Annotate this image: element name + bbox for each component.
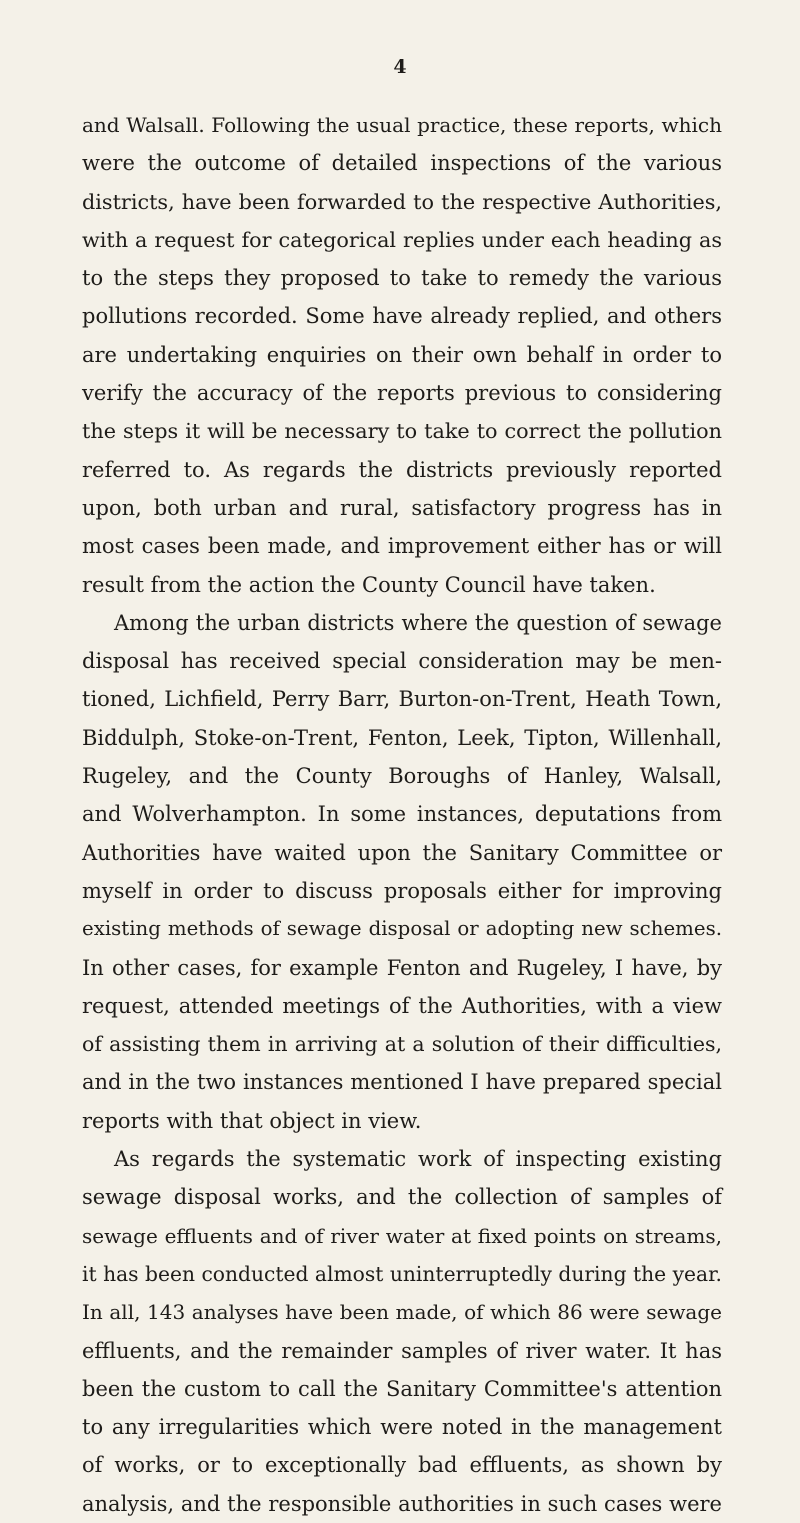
text-line: request, attended meetings of the Authorities, with a view — [82, 993, 722, 1018]
text-line: analysis, and the responsible authorities in such cases were — [82, 1491, 722, 1516]
text-line: districts, have been forwarded to the respective Authorities, — [82, 189, 722, 214]
text-line: it has been conducted almost uninterruptedly during the year. — [82, 1261, 722, 1286]
paragraph-3 — [82, 1140, 722, 1523]
text-line: the steps it will be necessary to take to correct the pollution — [82, 419, 722, 444]
text-line: In other cases, for example Fenton and Rugeley, I have, by — [82, 955, 722, 980]
text-line: Biddulph, Stoke-on-Trent, Fenton, Leek, Tipton, Willenhall, — [82, 725, 722, 750]
page-number: 4 — [393, 56, 407, 78]
text-line: Rugeley, and the County Boroughs of Hanley, Walsall, — [82, 764, 722, 789]
text-line: As regards the systematic work of inspecting existing — [114, 1147, 722, 1172]
text-line: been the custom to call the Sanitary Committee's attention — [82, 1376, 722, 1401]
text-line: result from the action the County Council have taken. — [82, 572, 656, 597]
text-line: are undertaking enquiries on their own behalf in order to — [82, 342, 722, 367]
text-line: to any irregularities which were noted in the management — [82, 1415, 722, 1440]
text-line: Authorities have waited upon the Sanitary Committee or — [82, 840, 722, 865]
paragraph-1 — [82, 106, 722, 604]
text-line: were the outcome of detailed inspections of the various — [82, 151, 722, 176]
text-line: upon, both urban and rural, satisfactory progress has in — [82, 495, 722, 520]
text-line: most cases been made, and improvement either has or will — [82, 534, 722, 559]
text-line: to the steps they proposed to take to remedy the various — [82, 266, 722, 291]
text-line: pollutions recorded. Some have already replied, and others — [82, 304, 722, 329]
text-line: of assisting them in arriving at a solution of their difficulties, — [82, 1032, 722, 1057]
body-text — [82, 106, 722, 1523]
text-line: disposal has received special consideration may be men- — [82, 649, 722, 674]
text-line: existing methods of sewage disposal or adopting new schemes. — [82, 917, 722, 941]
text-line: In all, 143 analyses have been made, of which 86 were sewage — [82, 1300, 722, 1325]
text-line: and in the two instances mentioned I have prepared special — [82, 1070, 722, 1095]
paragraph-2 — [82, 604, 722, 1140]
text-line: with a request for categorical replies under each heading as — [82, 227, 722, 252]
text-line: and Wolverhampton. In some instances, deputations from — [82, 802, 722, 827]
text-line: effluents, and the remainder samples of river water. It has — [82, 1338, 722, 1363]
text-line: sewage disposal works, and the collection of samples of — [82, 1185, 722, 1210]
text-line: of works, or to exceptionally bad effluents, as shown by — [82, 1453, 722, 1478]
text-line: tioned, Lichfield, Perry Barr, Burton-on-Trent, Heath Town, — [82, 687, 722, 712]
text-line: reports with that object in view. — [82, 1108, 422, 1133]
text-line: Among the urban districts where the question of sewage — [114, 610, 722, 635]
text-line: and Walsall. Following the usual practice, these reports, which — [82, 113, 722, 137]
text-line: referred to. As regards the districts previously reported — [82, 457, 722, 482]
text-line: myself in order to discuss proposals either for improving — [82, 878, 722, 903]
text-line: sewage effluents and of river water at fixed points on streams, — [82, 1223, 722, 1248]
text-line: verify the accuracy of the reports previous to considering — [82, 381, 722, 406]
